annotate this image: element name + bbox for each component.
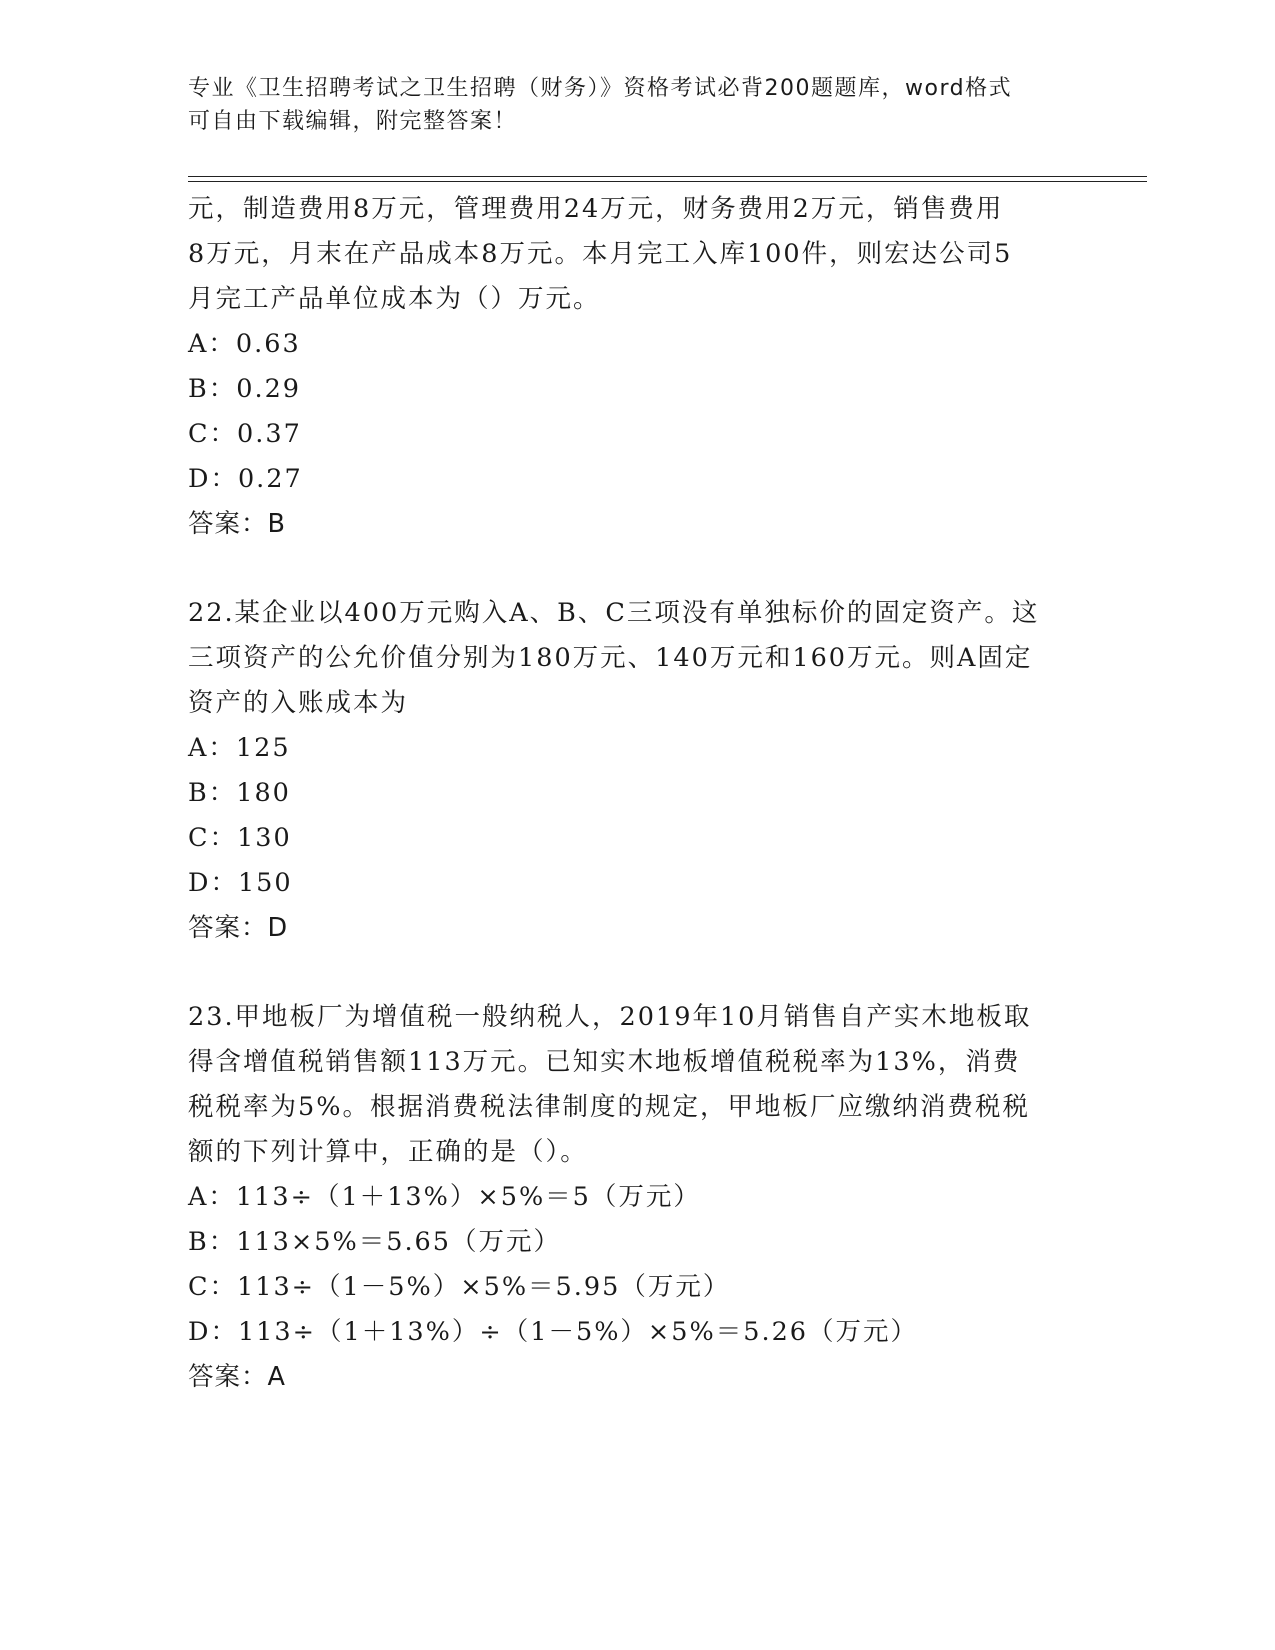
option-c: C：113÷（1－5%）×5%＝5.95（万元）	[188, 1272, 731, 1302]
stem-line: 资产的入账成本为	[188, 688, 409, 718]
question-spacer	[188, 547, 1108, 591]
header-title-line-2: 可自由下载编辑，附完整答案！	[188, 109, 518, 134]
option-a: A：113÷（1＋13%）×5%＝5（万元）	[188, 1182, 701, 1212]
document-header	[188, 72, 1088, 138]
option-b: B：0.29	[188, 374, 302, 404]
question-stem	[188, 187, 1108, 322]
question-stem	[188, 995, 1108, 1175]
header-rule-bottom	[188, 181, 1147, 182]
option-b: B：113×5%＝5.65（万元）	[188, 1227, 562, 1257]
option-b: B：180	[188, 778, 291, 808]
answer: 答案：A	[188, 1362, 286, 1392]
answer: 答案：D	[188, 913, 289, 943]
header-rule-top	[188, 176, 1147, 177]
stem-line: 8万元，月末在产品成本8万元。本月完工入库100件，则宏达公司5	[188, 239, 1013, 269]
question-23	[188, 995, 1108, 1400]
stem-line: 23.甲地板厂为增值税一般纳税人，2019年10月销售自产实木地板取	[188, 1002, 1032, 1032]
answer: 答案：B	[188, 509, 286, 539]
option-d: D：113÷（1＋13%）÷（1－5%）×5%＝5.26（万元）	[188, 1317, 919, 1347]
stem-line: 得含增值税销售额113万元。已知实木地板增值税税率为13%，消费	[188, 1047, 1021, 1077]
option-d: D：0.27	[188, 464, 303, 494]
option-c: C：0.37	[188, 419, 302, 449]
question-22	[188, 591, 1108, 951]
option-c: C：130	[188, 823, 292, 853]
option-d: D：150	[188, 868, 293, 898]
stem-line: 税税率为5%。根据消费税法律制度的规定，甲地板厂应缴纳消费税税	[188, 1092, 1030, 1122]
stem-line: 三项资产的公允价值分别为180万元、140万元和160万元。则A固定	[188, 643, 1033, 673]
stem-line: 22.某企业以400万元购入A、B、C三项没有单独标价的固定资产。这	[188, 598, 1040, 628]
stem-line: 元，制造费用8万元，管理费用24万元，财务费用2万元，销售费用	[188, 194, 1004, 224]
stem-line: 月完工产品单位成本为（）万元。	[188, 284, 601, 314]
header-title-line-1: 专业《卫生招聘考试之卫生招聘（财务）》资格考试必背200题题库，word格式	[188, 76, 1013, 101]
option-a: A：0.63	[188, 329, 301, 359]
question-spacer	[188, 951, 1108, 995]
question-list	[188, 187, 1108, 1400]
question-21	[188, 187, 1108, 547]
option-a: A：125	[188, 733, 291, 763]
question-stem	[188, 591, 1108, 726]
stem-line: 额的下列计算中，正确的是（）。	[188, 1137, 588, 1167]
